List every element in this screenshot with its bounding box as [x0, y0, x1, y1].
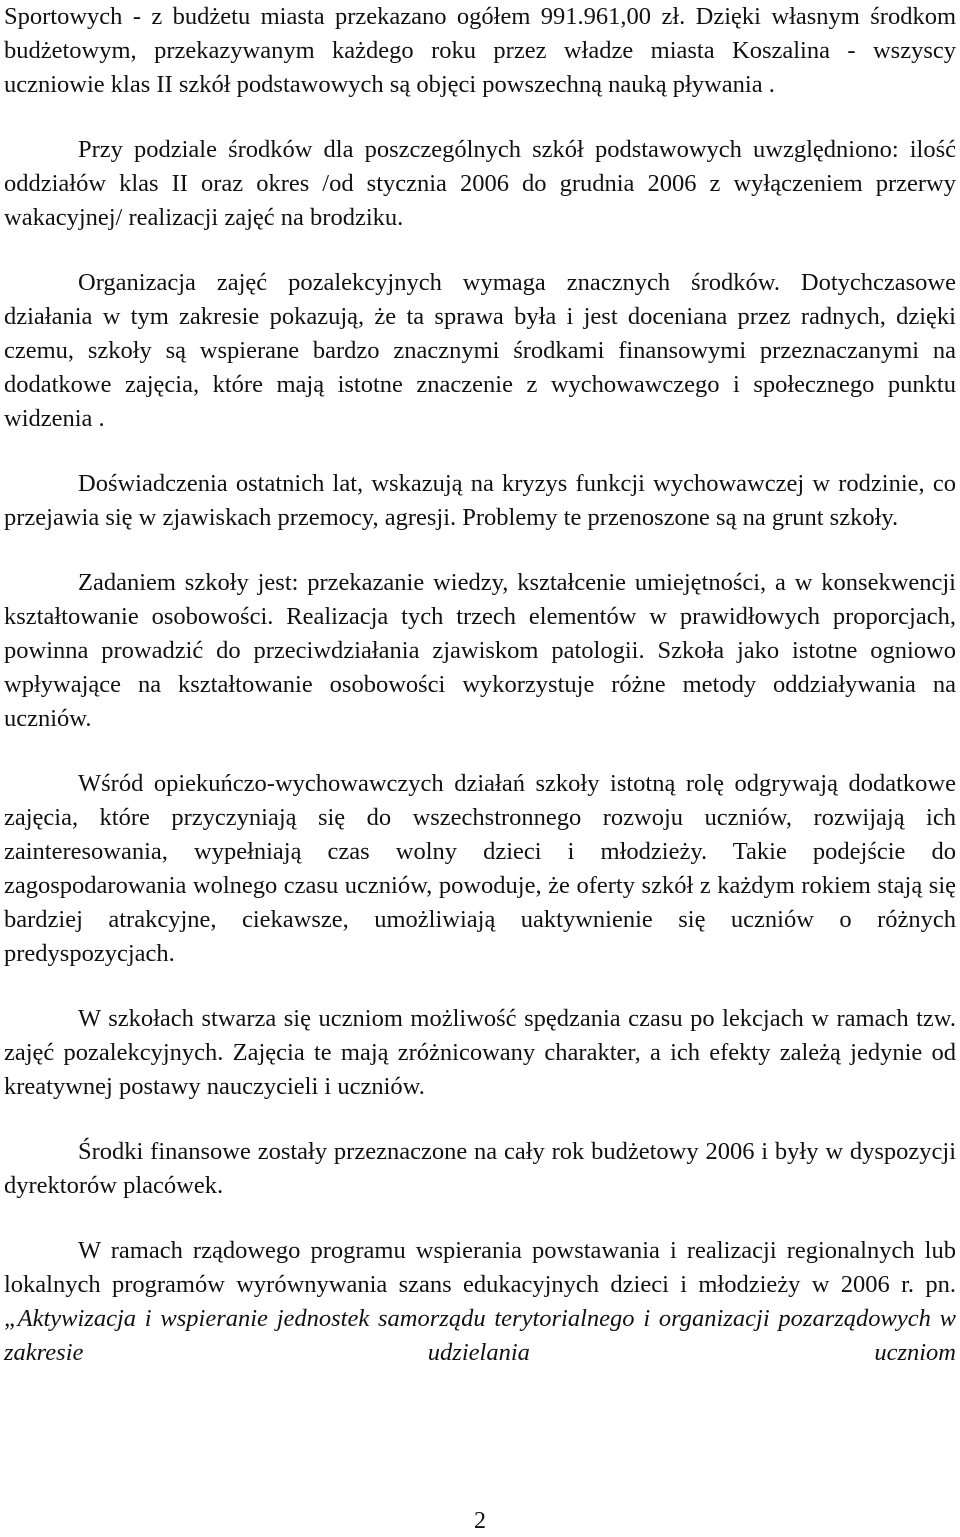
- page-number: 2: [474, 1508, 486, 1534]
- paragraph-fund-distribution: Przy podziale środków dla poszczególnych szkół podstawowych uwzględniono: ilość oddziałów klas II oraz okres /od stycznia 2006 do grudnia 2006 z wyłączeniem przerwy wakacyjnej/ realizacji zajęć na brodziku.: [4, 136, 956, 231]
- paragraph-school-task: Zadaniem szkoły jest: przekazanie wiedzy, kształcenie umiejętności, a w konsekwencji kształtowanie osobowości. Realizacja tych trzech elementów w prawidłowych proporcjach, powinna prowadzić do przeciwdziałania zjawiskom patologii. Szkoła jako istotne ogniowo wpływające na kształtowanie osobowości wykorzystuje różne metody oddziaływania na uczniów.: [4, 569, 956, 732]
- document-page: [4, 0, 956, 1401]
- paragraph-after-school: W szkołach stwarza się uczniom możliwość spędzania czasu po lekcjach w ramach tzw. zajęć pozalekcyjnych. Zajęcia te mają zróżnicowany charakter, a ich efekty zależą jedynie od kreatywnej postawy nauczycieli i uczniów.: [4, 1005, 956, 1100]
- paragraph-experience: Doświadczenia ostatnich lat, wskazują na kryzys funkcji wychowawczej w rodzinie, co przejawia się w zjawiskach przemocy, agresji. Problemy te przenoszone są na grunt szkoły.: [4, 470, 956, 531]
- paragraph-government-program: [4, 1234, 956, 1370]
- paragraph-educational-activities: Wśród opiekuńczo-wychowawczych działań szkoły istotną rolę odgrywają dodatkowe zajęcia, które przyczyniają się do wszechstronnego rozwoju uczniów, rozwijają ich zainteresowania, wypełniają czas wolny dzieci i młodzieży. Takie podejście do zagospodarowania wolnego czasu uczniów, powoduje, że oferty szkół z każdym rokiem stają się bardziej atrakcyjne, ciekawsze, umożliwiają uaktywnienie się uczniów o różnych predyspozycjach.: [4, 770, 956, 967]
- government-program-text: W ramach rządowego programu wspierania powstawania i realizacji regionalnych lub lokalnych programów wyrównywania szans edukacyjnych dzieci i młodzieży w 2006 r. pn.: [4, 1237, 956, 1298]
- paragraph-swimming-funding: Sportowych - z budżetu miasta przekazano ogółem 991.961,00 zł. Dzięki własnym środkom budżetowym, przekazywanym każdego roku przez władze miasta Koszalina - wszyscy uczniowie klas II szkół podstawowych są objęci powszechną nauką pływania .: [4, 3, 956, 98]
- paragraph-financial-resources: Środki finansowe zostały przeznaczone na cały rok budżetowy 2006 i były w dyspozycji dyrektorów placówek.: [4, 1138, 956, 1199]
- paragraph-extracurricular-organization: Organizacja zajęć pozalekcyjnych wymaga znacznych środków. Dotychczasowe działania w tym zakresie pokazują, że ta sprawa była i jest doceniana przez radnych, dzięki czemu, szkoły są wspierane bardzo znacznymi środkami finansowymi przeznaczanymi na dodatkowe zajęcia, które mają istotne znaczenie z wychowawczego i społecznego punktu widzenia .: [4, 269, 956, 432]
- program-title: „Aktywizacja i wspieranie jednostek samorządu terytorialnego i organizacji pozarządowych w zakresie udzielania uczniom: [4, 1305, 956, 1366]
